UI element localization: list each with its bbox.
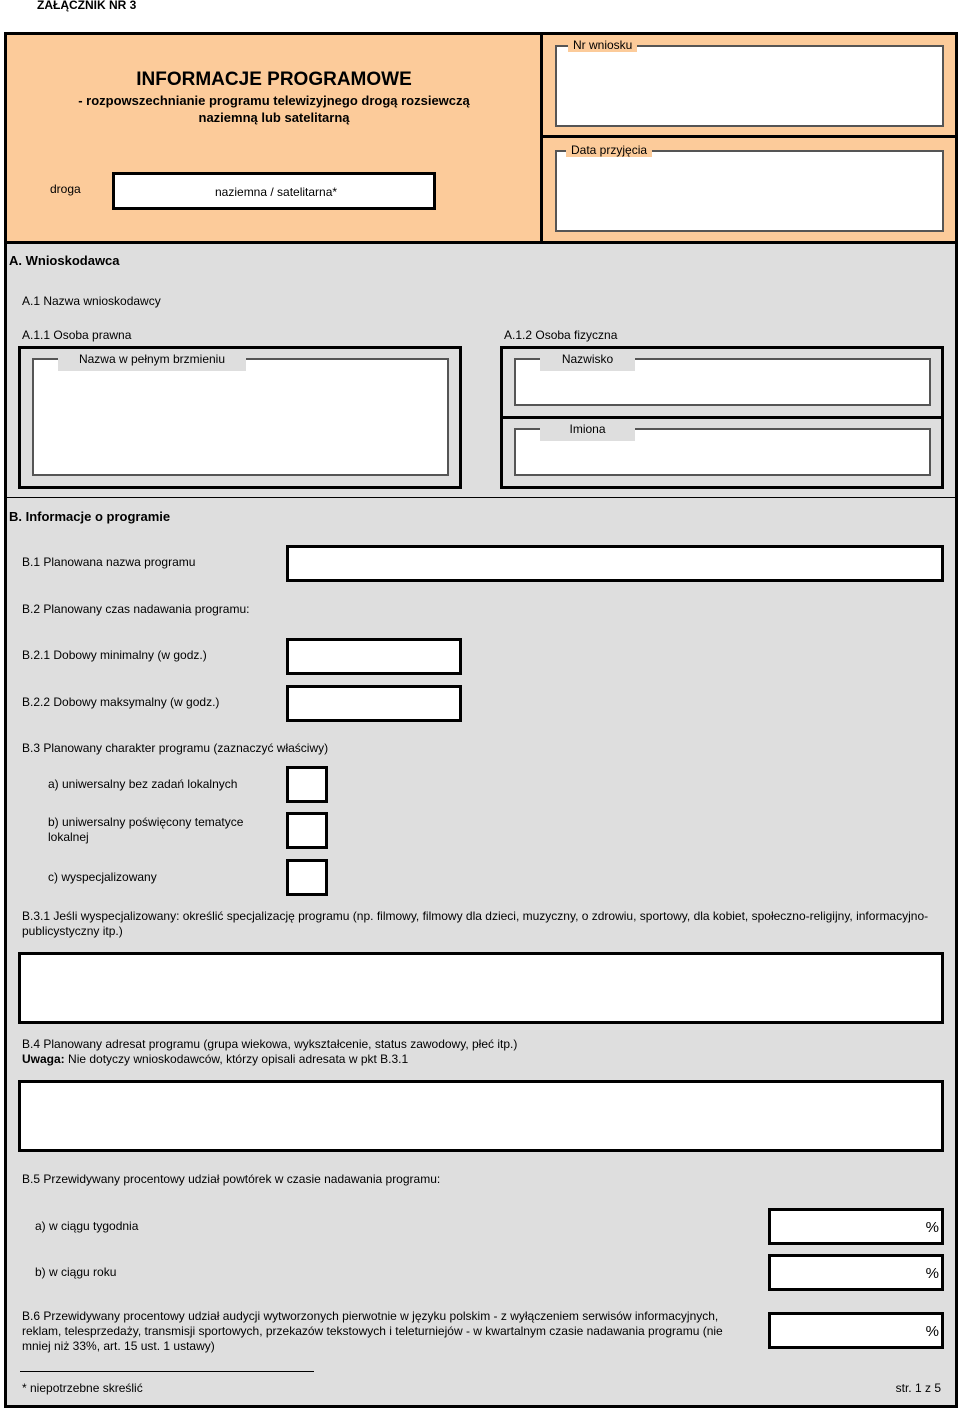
- b4-note: [22, 1052, 408, 1066]
- b5-label: B.5 Przewidywany procentowy udział powtórek w czasie nadawania programu:: [22, 1172, 441, 1186]
- universal-checkbox[interactable]: [286, 766, 328, 803]
- b6-label-1: B.6 Przewidywany procentowy udział audycji wytworzonych pierwotnie w języku polskim - z wyłączeniem serwisów informacyjnych,: [22, 1309, 719, 1323]
- weekly-repeats-percent: %: [925, 1219, 939, 1236]
- data-przyjecia-label: Data przyjęcia: [566, 143, 652, 157]
- section-b-title: B. Informacje o programie: [9, 509, 171, 524]
- nr-wniosku-label: Nr wniosku: [568, 38, 637, 52]
- droga-label: droga: [50, 182, 81, 196]
- b6-label-2: reklam, telesprzedaży, transmisji sportowych, przekazów tekstowych i teleturniejów - w kwartalnym czasie nadawania programu (nie: [22, 1324, 723, 1338]
- b3a-label: a) uniwersalny bez zadań lokalnych: [48, 777, 238, 791]
- page-subtitle-2: naziemną lub satelitarną: [198, 110, 350, 125]
- data-przyjecia-field[interactable]: [555, 150, 944, 232]
- b4-note-label: Uwaga:: [22, 1052, 65, 1066]
- b5a-label: a) w ciągu tygodnia: [35, 1219, 139, 1233]
- section-a-title: A. Wnioskodawca: [9, 253, 120, 268]
- b3c-label: c) wyspecjalizowany: [48, 870, 157, 884]
- b6-label-3: mniej niż 33%, art. 15 ust. 1 ustawy): [22, 1339, 215, 1353]
- a1-label: A.1 Nazwa wnioskodawcy: [22, 294, 161, 308]
- b5b-label: b) w ciągu roku: [35, 1265, 117, 1279]
- droga-field[interactable]: [112, 172, 436, 210]
- droga-value: naziemna / satelitarna*: [215, 185, 338, 199]
- footnote: * niepotrzebne skreślić: [22, 1381, 143, 1395]
- program-name-field[interactable]: [286, 545, 944, 582]
- header-panel: [7, 35, 541, 241]
- b1-label: B.1 Planowana nazwa programu: [22, 555, 196, 569]
- b2-label: B.2 Planowany czas nadawania programu:: [22, 602, 250, 616]
- footnote-divider: [20, 1371, 314, 1372]
- min-daily-hours-field[interactable]: [286, 638, 462, 675]
- b4-label: B.4 Planowany adresat programu (grupa wiekowa, wykształcenie, status zawodowy, płeć itp.): [22, 1037, 518, 1051]
- page-subtitle-1: - rozpowszechnianie programu telewizyjnego drogą rozsiewczą: [78, 93, 470, 108]
- specialization-field[interactable]: [18, 952, 944, 1024]
- page-title: INFORMACJE PROGRAMOWE: [136, 69, 412, 90]
- b31-label-2: publicystyczny itp.): [22, 924, 123, 938]
- first-names-label: Imiona: [540, 420, 635, 441]
- page-number: str. 1 z 5: [895, 1381, 941, 1395]
- polish-content-field[interactable]: [768, 1312, 944, 1349]
- b3b-label-2: lokalnej: [48, 830, 89, 844]
- nr-wniosku-field[interactable]: [555, 45, 944, 127]
- max-daily-hours-field[interactable]: [286, 685, 462, 722]
- yearly-repeats-field[interactable]: [768, 1254, 944, 1291]
- b3b-label-1: b) uniwersalny poświęcony tematyce: [48, 815, 244, 829]
- full-name-label: Nazwa w pełnym brzmieniu: [58, 350, 246, 371]
- polish-content-percent: %: [925, 1323, 939, 1340]
- specialized-checkbox[interactable]: [286, 859, 328, 896]
- a12-label: A.1.2 Osoba fizyczna: [504, 328, 618, 342]
- yearly-repeats-percent: %: [925, 1265, 939, 1282]
- annex-label: ZAŁĄCZNIK NR 3: [37, 0, 137, 12]
- full-name-field[interactable]: [32, 358, 449, 476]
- local-checkbox[interactable]: [286, 812, 328, 849]
- b22-label: B.2.2 Dobowy maksymalny (w godz.): [22, 695, 220, 709]
- weekly-repeats-field[interactable]: [768, 1208, 944, 1245]
- b21-label: B.2.1 Dobowy minimalny (w godz.): [22, 648, 207, 662]
- audience-field[interactable]: [18, 1080, 944, 1152]
- a11-label: A.1.1 Osoba prawna: [22, 328, 132, 342]
- b4-note-text: Nie dotyczy wnioskodawców, którzy opisali adresata w pkt B.3.1: [64, 1052, 409, 1066]
- b3-label: B.3 Planowany charakter programu (zaznaczyć właściwy): [22, 741, 329, 755]
- surname-label: Nazwisko: [540, 350, 635, 371]
- b31-label-1: B.3.1 Jeśli wyspecjalizowany: określić specjalizację programu (np. filmowy, filmowy dla dzieci, muzyczny, o zdrowiu, sportowy, dla kobiet, społeczno-religijny, informacyjno-: [22, 909, 929, 923]
